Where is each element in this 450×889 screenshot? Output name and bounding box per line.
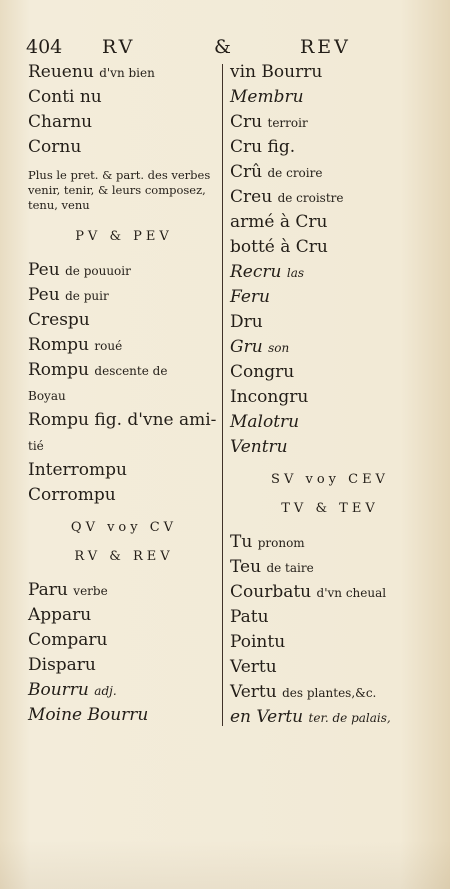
word-text: Membru (230, 87, 304, 107)
word-text: Reuenu (28, 62, 94, 82)
word-text: Cornu (28, 137, 82, 157)
word-text: Rompu (28, 335, 89, 355)
grammar-note: Plus le pret. & part. des verbes venir, tenir, & leurs composez, tenu, venu (28, 168, 211, 212)
word-text: Vertu (230, 682, 277, 702)
word-annotation: terroir (267, 116, 308, 130)
word-text: Rompu (28, 360, 89, 380)
word-text: Corrompu (28, 485, 116, 505)
section-heading-pv: PV & PEV (75, 229, 173, 244)
word-entry (230, 655, 430, 680)
word-text: Creu (230, 187, 273, 207)
page-number: 404 (26, 36, 63, 58)
word-text: Crespu (28, 310, 90, 330)
word-text: vin Bourru (230, 62, 323, 82)
word-entry (230, 135, 430, 160)
word-entry (230, 110, 430, 135)
word-entry (28, 258, 220, 283)
word-text: Pointu (230, 632, 286, 652)
word-annotation: descente de (94, 364, 168, 378)
word-entry (28, 333, 220, 358)
word-entry (230, 60, 430, 85)
word-entry (28, 483, 220, 508)
word-text: Gru (230, 337, 263, 357)
word-entry (28, 433, 220, 458)
word-entry (230, 630, 430, 655)
word-entry (230, 235, 430, 260)
word-entry (28, 383, 220, 408)
left-word-list-a (28, 60, 220, 160)
word-annotation: pronom (257, 536, 305, 550)
word-annotation: de puir (65, 289, 109, 303)
left-word-list-c (28, 578, 220, 728)
word-text: Congru (230, 362, 295, 382)
word-annotation: de croistre (277, 191, 344, 205)
word-annotation: adj. (94, 684, 117, 698)
word-entry (230, 260, 430, 285)
word-text: Cru fig. (230, 137, 296, 157)
word-annotation: d'vn cheual (316, 586, 387, 600)
word-entry (28, 458, 220, 483)
word-entry (230, 410, 430, 435)
word-text: Conti nu (28, 87, 102, 107)
left-running-head: RV (102, 36, 136, 58)
word-text: Peu (28, 260, 60, 280)
section-heading-rv: RV & REV (74, 549, 174, 564)
word-entry (28, 653, 220, 678)
word-entry (28, 135, 220, 160)
word-text: Interrompu (28, 460, 127, 480)
section-heading-sv: SV voy CEV (271, 472, 389, 487)
word-text: Bourru (28, 680, 89, 700)
word-text: Comparu (28, 630, 108, 650)
word-text: Patu (230, 607, 269, 627)
word-text: Peu (28, 285, 60, 305)
word-entry (28, 358, 220, 383)
word-entry (28, 60, 220, 85)
column-divider (222, 64, 223, 726)
word-annotation: de pouuoir (65, 264, 131, 278)
word-annotation: des plantes,&c. (282, 686, 377, 700)
word-annotation: de taire (266, 561, 314, 575)
word-text: Malotru (230, 412, 300, 432)
right-word-list-b (230, 530, 430, 730)
word-entry (28, 308, 220, 333)
word-text: Disparu (28, 655, 96, 675)
right-column (230, 60, 430, 730)
word-entry (230, 210, 430, 235)
word-text: en Vertu (230, 707, 304, 727)
word-entry (230, 555, 430, 580)
word-entry (230, 85, 430, 110)
word-entry (28, 628, 220, 653)
word-entry (28, 603, 220, 628)
word-text: botté à Cru (230, 237, 328, 257)
word-entry (28, 283, 220, 308)
word-annotation: roué (94, 339, 123, 353)
word-entry (28, 578, 220, 603)
word-entry (230, 285, 430, 310)
word-annotation: Boyau (28, 389, 66, 403)
word-annotation: ter. de palais, (308, 711, 391, 725)
word-text: Charnu (28, 112, 93, 132)
left-column (28, 60, 220, 728)
word-entry (230, 385, 430, 410)
word-entry (230, 530, 430, 555)
word-entry (28, 408, 220, 433)
section-heading-tv: TV & TEV (281, 501, 379, 516)
word-text: Tu (230, 532, 253, 552)
word-entry (230, 335, 430, 360)
word-text: Paru (28, 580, 68, 600)
word-text: Cru (230, 112, 263, 132)
word-annotation: tié (28, 439, 44, 453)
word-entry (28, 678, 220, 703)
word-annotation: las (286, 266, 305, 280)
section-heading-qv: QV voy CV (70, 520, 178, 535)
word-text: Apparu (28, 605, 92, 625)
word-text: Ventru (230, 437, 288, 457)
word-entry (230, 310, 430, 335)
left-word-list-b (28, 258, 220, 508)
word-annotation: son (268, 341, 290, 355)
word-text: Rompu fig. d'vne ami- (28, 410, 217, 430)
right-word-list-a (230, 60, 430, 460)
page-foot-shadow (0, 840, 450, 889)
word-text: armé à Cru (230, 212, 328, 232)
word-entry (230, 360, 430, 385)
word-annotation: d'vn bien (99, 66, 155, 80)
word-text: Dru (230, 312, 263, 332)
word-text: Teu (230, 557, 262, 577)
word-entry (230, 185, 430, 210)
word-entry (28, 85, 220, 110)
word-entry (230, 605, 430, 630)
word-annotation: de croire (267, 166, 323, 180)
word-text: Moine Bourru (28, 705, 149, 725)
word-text: Recru (230, 262, 282, 282)
word-text: Vertu (230, 657, 277, 677)
word-text: Crû (230, 162, 263, 182)
word-entry (230, 705, 430, 730)
word-entry (230, 680, 430, 705)
ampersand-head: & (214, 36, 234, 58)
word-entry (28, 110, 220, 135)
word-entry (230, 435, 430, 460)
word-text: Feru (230, 287, 271, 307)
word-annotation: verbe (73, 584, 108, 598)
word-text: Courbatu (230, 582, 312, 602)
word-text: Incongru (230, 387, 309, 407)
word-entry (230, 160, 430, 185)
word-entry (230, 580, 430, 605)
right-running-head: REV (300, 36, 351, 58)
word-entry (28, 703, 220, 728)
